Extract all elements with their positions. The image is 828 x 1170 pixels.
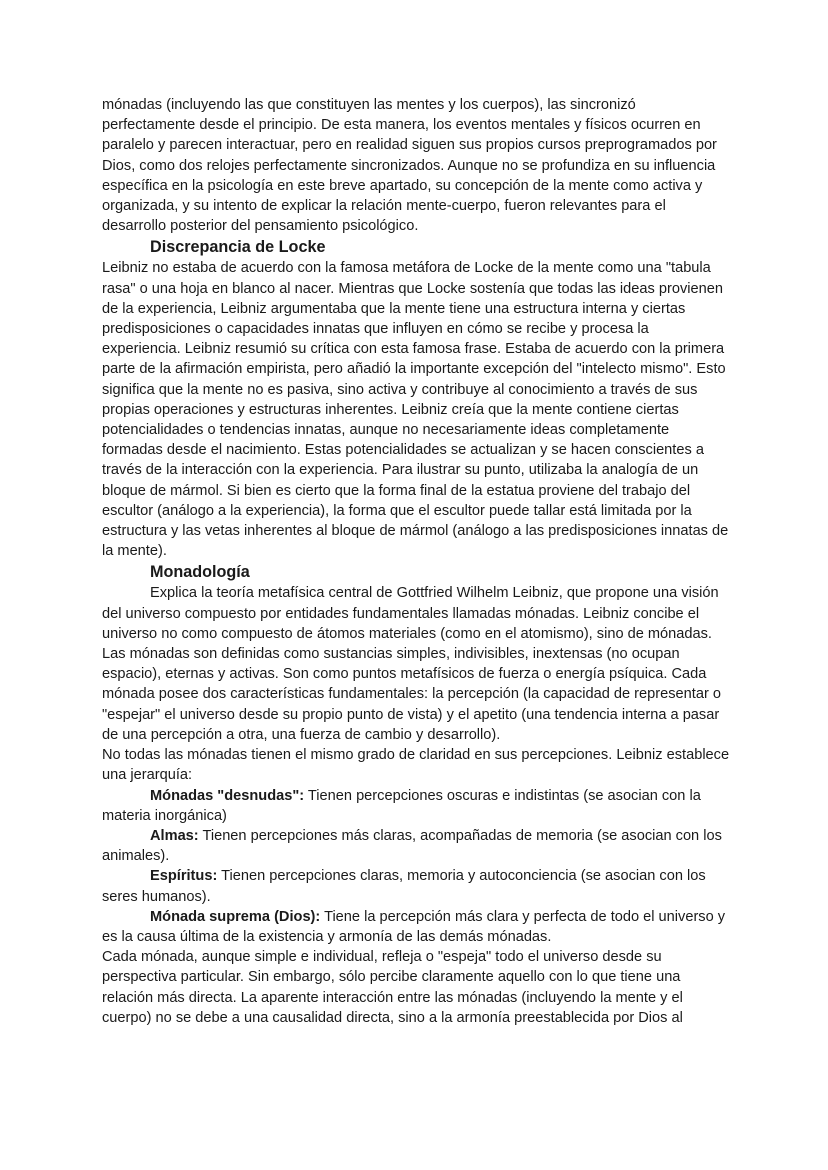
hierarchy-item-dios <box>102 907 730 947</box>
heading-monadologia: Monadología <box>150 563 250 582</box>
monad-paragraph-2: No todas las mónadas tienen el mismo grado de claridad en sus percepciones. Leibniz establece una jerarquía: <box>102 747 730 784</box>
hierarchy-text: Tienen percepciones más claras, acompañadas de memoria (se asocian con los animales). <box>102 827 722 865</box>
hierarchy-term: Mónadas "desnudas": <box>150 787 305 804</box>
hierarchy-term: Mónada suprema (Dios): <box>150 908 321 925</box>
final-paragraph: Cada mónada, aunque simple e individual, refleja o "espeja" todo el universo desde su perspectiva particular. Sin embargo, sólo percibe claramente aquello con lo que tiene una relación más directa. La aparente interacción entre las mónadas (incluyendo la mente y el cuerpo) no se debe a una causalidad directa, sino a la armonía preestablecida por Dios al <box>102 949 683 1026</box>
hierarchy-term: Almas: <box>150 827 199 844</box>
monad-paragraph-1: Explica la teoría metafísica central de Gottfried Wilhelm Leibniz, que propone una visión del universo compuesto por entidades fundamentales llamadas mónadas. Leibniz concibe el universo no como compuesto de átomos materiales (como en el atomismo), sino de mónadas. Las mónadas son definidas como sustancias simples, indivisibles, inextensas (no ocupan espacio), eternas y activas. Son como puntos metafísicos de fuerza o energía psíquica. Cada mónada posee dos características fundamentales: la percepción (la capacidad de representar o "espejar" el universo desde su propio punto de vista) y el apetito (una tendencia interna a pasar de una percepción a otra, una fuerza de cambio y desarrollo). <box>102 585 721 743</box>
hierarchy-text: Tienen percepciones claras, memoria y autoconciencia (se asocian con los seres humanos). <box>102 868 706 905</box>
hierarchy-text: Tiene la percepción más clara y perfecta de todo el universo y es la causa última de la existencia y armonía de las demás mónadas. <box>102 908 726 945</box>
hierarchy-item-espiritus <box>102 866 730 906</box>
heading-locke: Discrepancia de Locke <box>150 238 326 257</box>
locke-paragraph: Leibniz no estaba de acuerdo con la famosa metáfora de Locke de la mente como una "tabula rasa" o una hoja en blanco al nacer. Mientras que Locke sostenía que todas las ideas provienen de la experiencia, Leibniz argumentaba que la mente tiene una estructura interna y ciertas predisposiciones o capacidades innatas que influyen en cómo se recibe y procesa la experiencia. Leibniz resumió su crítica con esta famosa frase. Estaba de acuerdo con la primera parte de la afirmación empirista, pero añadió la importante excepción del "intelecto mismo". Esto significa que la mente no es pasiva, sino activa y contribuye al conocimiento a través de sus propias operaciones y estructuras inherentes. Leibniz creía que la mente contiene ciertas potencialidades o tendencias innatas, aunque no necesariamente ideas completamente formadas desde el nacimiento. Estas potencialidades se actualizan y se hacen conscientes a través de la interacción con la experiencia. Para ilustrar su punto, utilizaba la analogía de un bloque de mármol. Si bien es cierto que la forma final de la estatua proviene del trabajo del escultor (análogo a la experiencia), la forma que el escultor puede tallar está limitada por la estructura y las vetas inherentes al bloque de mármol (análogo a las predisposiciones innatas de la mente). <box>102 260 729 560</box>
hierarchy-term: Espíritus: <box>150 868 218 885</box>
intro-paragraph: mónadas (incluyendo las que constituyen las mentes y los cuerpos), las sincronizó perfectamente desde el principio. De esta manera, los eventos mentales y físicos ocurren en paralelo y parecen interactuar, pero en realidad siguen sus propios cursos preprogramados por Dios, como dos relojes perfectamente sincronizados. Aunque no se profundiza en su influencia específica en la psicología en este breve apartado, su concepción de la mente como activa y organizada, y su intento de explicar la relación mente-cuerpo, fueron relevantes para el desarrollo posterior del pensamiento psicológico. <box>102 97 717 235</box>
hierarchy-item-desnudas <box>102 786 730 826</box>
hierarchy-item-almas <box>102 826 730 866</box>
hierarchy-text: Tienen percepciones oscuras e indistintas (se asocian con la materia inorgánica) <box>102 787 701 824</box>
